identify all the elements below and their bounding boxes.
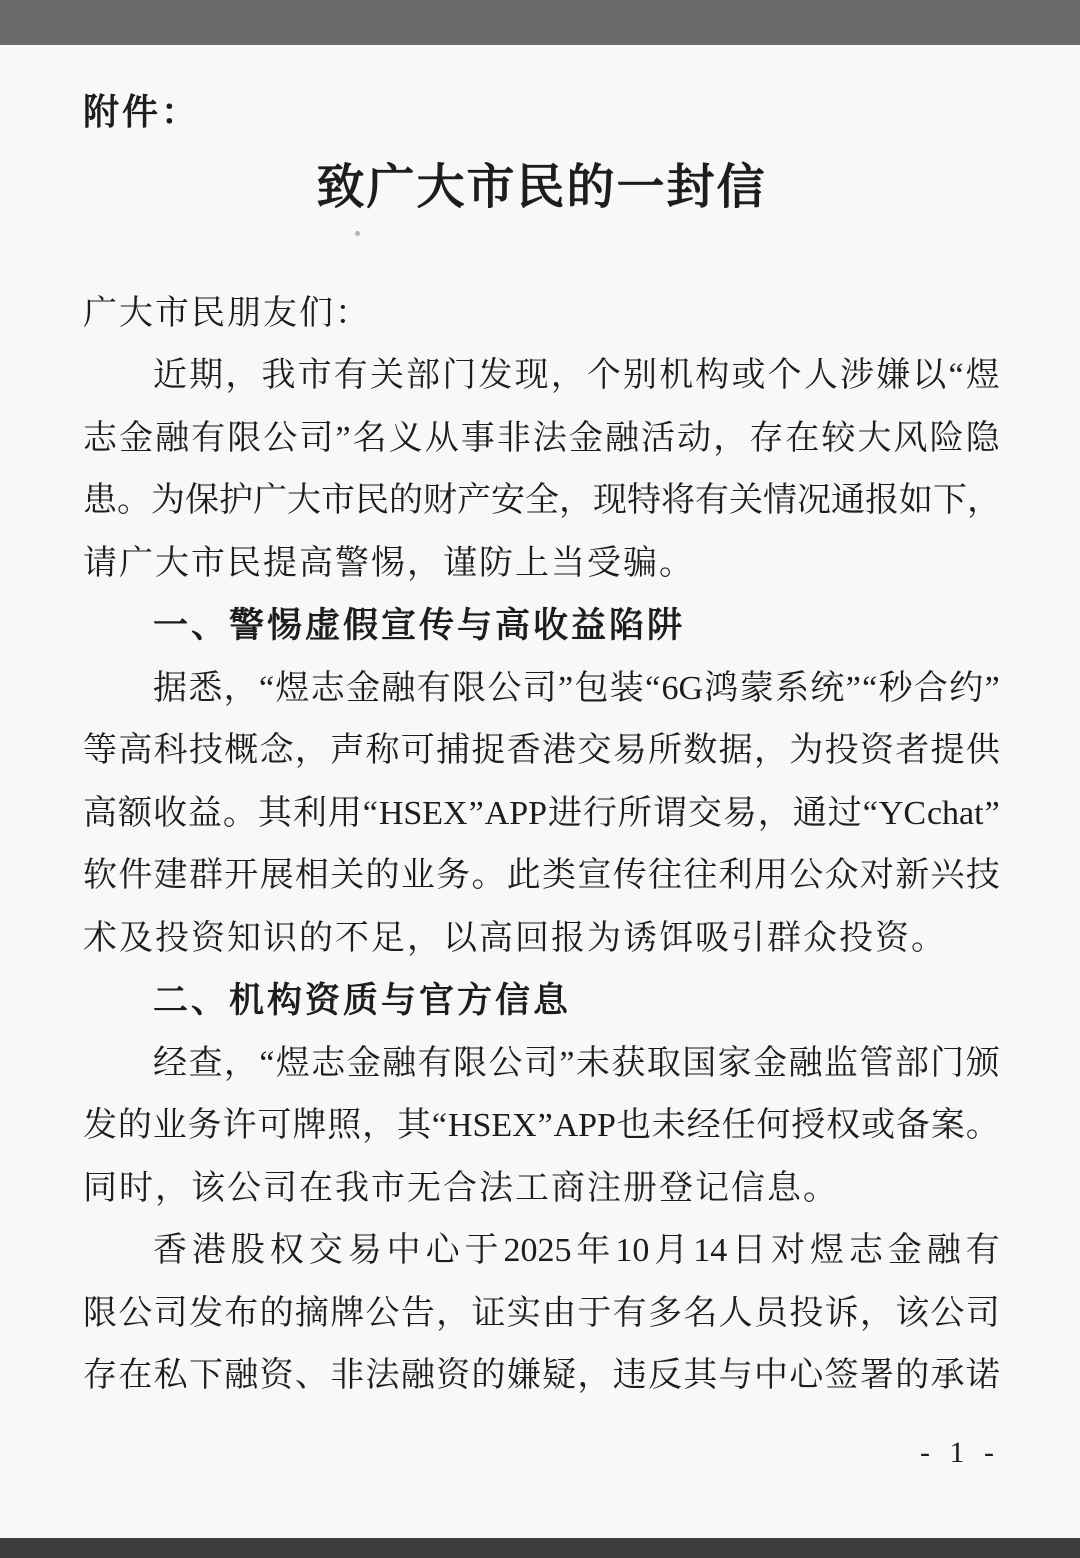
viewer-top-bar xyxy=(0,0,1080,45)
text-line: 据 悉 ， “ 煜 志 金 融 有 限 公 司 ” 包 装 “ 6G 鸿 蒙 系 统 ” “ 秒 合 约 ” xyxy=(153,669,1000,707)
text-line: 志 金 融 有 限 公 司 ” 名 义 从 事 非 法 金 融 活 动 ， 存 在 较 大 风 险 隐 xyxy=(83,419,1000,457)
section-heading: 一、警惕虚假宣传与高收益陷阱 xyxy=(153,606,686,645)
document-page xyxy=(0,45,1080,1538)
text-line: 等 高 科 技 概 念 ， 声 称 可 捕 捉 香 港 交 易 所 数 据 ， 为 投 资 者 提 供 xyxy=(83,732,1000,769)
text-line: 存 在 私 下 融 资 、 非 法 融 资 的 嫌 疑 ， 违 反 其 与 中 心 签 署 的 承 诺 xyxy=(83,1357,1000,1394)
text-line: 限 公 司 发 布 的 摘 牌 公 告 ， 证 实 由 于 有 多 名 人 员 投 诉 ， 该 公 司 xyxy=(83,1294,1000,1332)
text-line: 同时，该公司在我市无合法工商注册登记信息。 xyxy=(83,1169,839,1207)
text-line: 近 期 ， 我 市 有 关 部 门 发 现 ， 个 别 机 构 或 个 人 涉 嫌 以 “ 煜 xyxy=(153,357,1000,394)
scan-artifact-dot xyxy=(355,231,360,236)
salutation: 广大市民朋友们： xyxy=(83,295,371,332)
text-line: 香 港 股 权 交 易 中 心 于 2025 年 10 月 14 日 对 煜 志 金 融 有 xyxy=(153,1232,1000,1269)
text-line: 发 的 业 务 许 可 牌 照 ， 其 “ HSEX ” APP 也 未 经 任 何 授 权 或 备 案 。 xyxy=(83,1107,1000,1144)
section-heading: 二、机构资质与官方信息 xyxy=(153,981,572,1020)
text-line: 经 查 ， “ 煜 志 金 融 有 限 公 司 ” 未 获 取 国 家 金 融 监 管 部 门 颁 xyxy=(153,1044,1000,1082)
text-line: 软 件 建 群 开 展 相 关 的 业 务 。 此 类 宣 传 往 往 利 用 公 众 对 新 兴 技 xyxy=(83,857,1000,894)
viewer-bottom-bar xyxy=(0,1538,1080,1558)
document-body xyxy=(83,345,1000,1408)
attachment-label: 附件： xyxy=(83,91,201,132)
text-line: 请广大市民提高警惕，谨防上当受骗。 xyxy=(83,544,695,582)
text-line: 高 额 收 益 。 其 利 用 “ HSEX ” APP 进 行 所 谓 交 易 ， 通 过 “ YC chat ” xyxy=(83,794,1000,832)
text-line: 患 。 为 保 护 广 大 市 民 的 财 产 安 全 ， 现 特 将 有 关 情 况 通 报 如 下 ， xyxy=(83,482,1001,519)
page-number: - 1 - xyxy=(920,1435,1000,1469)
document-title: 致广大市民的一封信 xyxy=(316,161,767,214)
text-line: 术及投资知识的不足，以高回报为诱饵吸引群众投资。 xyxy=(83,919,947,957)
